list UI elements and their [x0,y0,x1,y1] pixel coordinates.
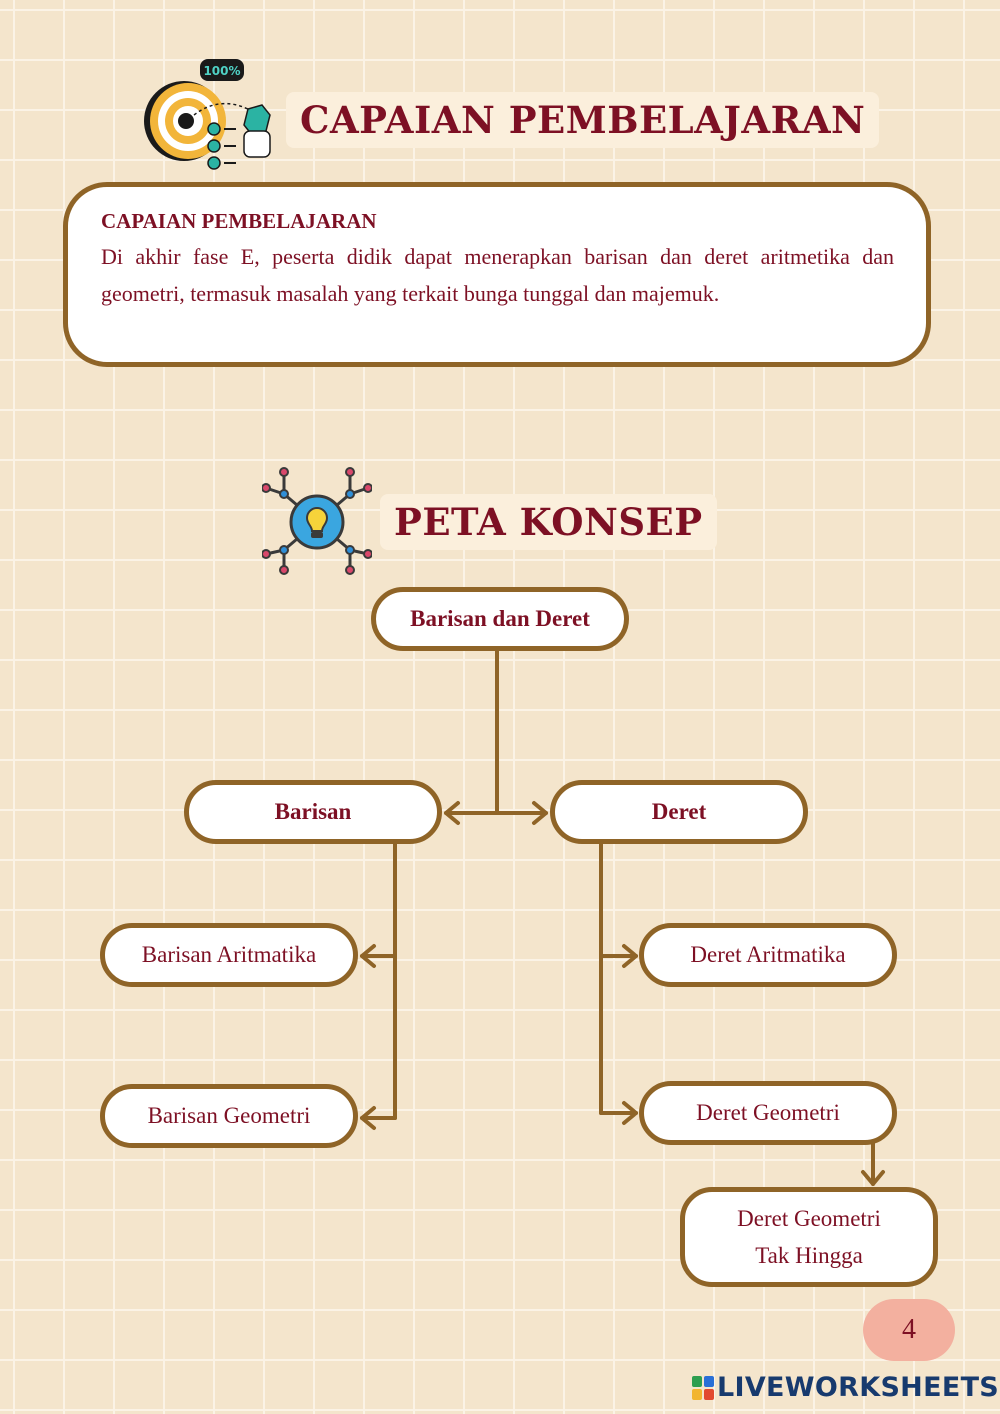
node-deret-geometri-tak-hingga [680,1187,938,1287]
liveworksheets-wordmark: LIVEWORKSHEETS [717,1372,1000,1403]
node-deret: Deret [550,780,808,844]
node-barisan-dan-deret: Barisan dan Deret [371,587,629,651]
page-number-badge: 4 [863,1299,955,1361]
capaian-title: CAPAIAN PEMBELAJARAN [286,92,879,148]
capaian-box-text: Di akhir fase E, peserta didik dapat menerapkan barisan dan deret aritmetika dan geometri, termasuk masalah yang terkait bunga tunggal dan majemuk. [101,244,894,306]
capaian-box-heading: CAPAIAN PEMBELAJARAN [101,209,377,233]
node-tak-hingga-line1: Deret Geometri [737,1206,881,1231]
node-barisan: Barisan [184,780,442,844]
node-barisan-geometri: Barisan Geometri [100,1084,358,1148]
node-tak-hingga-line2: Tak Hingga [755,1243,863,1268]
liveworksheets-logo-icon [692,1376,714,1400]
node-deret-aritmatika: Deret Aritmatika [639,923,897,987]
target-icon-badge: 100% [203,64,241,78]
peta-konsep-title: PETA KONSEP [380,494,717,550]
liveworksheets-logo [692,1372,999,1403]
node-deret-geometri: Deret Geometri [639,1081,897,1145]
node-barisan-aritmatika: Barisan Aritmatika [100,923,358,987]
